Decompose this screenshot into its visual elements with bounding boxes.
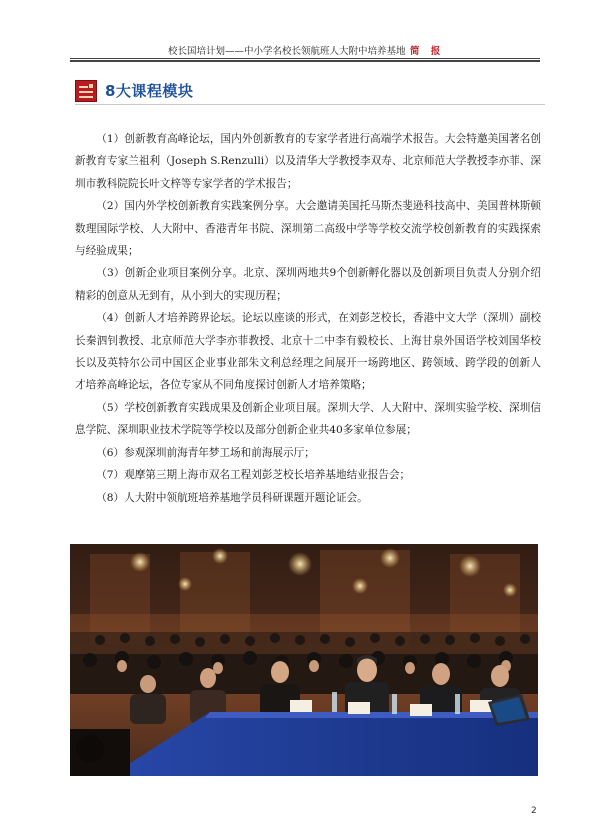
- body-text: [75, 128, 541, 509]
- paragraph-3: （3）创新企业项目案例分享。北京、深圳两地共9个创新孵化器以及创新项目负责人分别介绍精彩的创意从无到有，从小到大的实现历程；: [75, 267, 541, 302]
- page-header: [70, 42, 540, 58]
- paragraph-7: （7）观摩第三期上海市双名工程刘彭芝校长培养基地结业报告会；: [96, 469, 411, 482]
- conference-photo: [70, 544, 538, 776]
- paragraph-4: （4）创新人才培养跨界论坛。论坛以座谈的形式，在刘彭芝校长，香港中文大学（深圳）副校长秦泗钊教授、北京师范大学李亦菲教授、北京十二中李有毅校长、上海甘泉外国语学校刘国华校长以及英特尔公司中国区企业事业部朱文利总经理之间展开一场跨地区、跨领域、跨学段的创新人才培养高峰论坛，各位专家从不同角度探讨创新人才培养策略；: [75, 312, 541, 392]
- header-tag: 简 报: [410, 46, 445, 57]
- header-rule: [70, 58, 540, 59]
- header-title: 校长国培计划——中小学名校长领航班人大附中培养基地: [168, 46, 406, 57]
- heading-rule: [75, 104, 545, 105]
- paragraph-1: （1）创新教育高峰论坛，国内外创新教育的专家学者进行高端学术报告。大会特邀美国著名创新教育专家兰祖利（Joseph S.Renzulli）以及清华大学教授李双寿、北京师范大学教授李亦菲、深圳市教科院院长叶文梓等专家学者的学术报告；: [75, 133, 541, 190]
- paragraph-5: （5）学校创新教育实践成果及创新企业项目展。深圳大学、人大附中、深圳实验学校、深圳信息学院、深圳职业技术学院等学校以及部分创新企业共40多家单位参展；: [75, 401, 541, 437]
- header-rule-thick: [70, 60, 540, 62]
- seal-icon: [75, 80, 97, 102]
- page-number: 2: [531, 806, 537, 816]
- section-heading: [75, 80, 555, 102]
- section-title: 8大课程模块: [105, 82, 194, 100]
- paragraph-8: （8）人大附中领航班培养基地学员科研课题开题论证会。: [96, 491, 368, 504]
- paragraph-2: （2）国内外学校创新教育实践案例分享。大会邀请美国托马斯杰斐逊科技高中、美国普林斯顿数理国际学校、人大附中、香港青年书院、深圳第二高级中学等学校交流学校创新教育的实践探索与经验成果；: [75, 200, 541, 258]
- paragraph-6: （6）参观深圳前海青年梦工场和前海展示厅；: [96, 446, 315, 459]
